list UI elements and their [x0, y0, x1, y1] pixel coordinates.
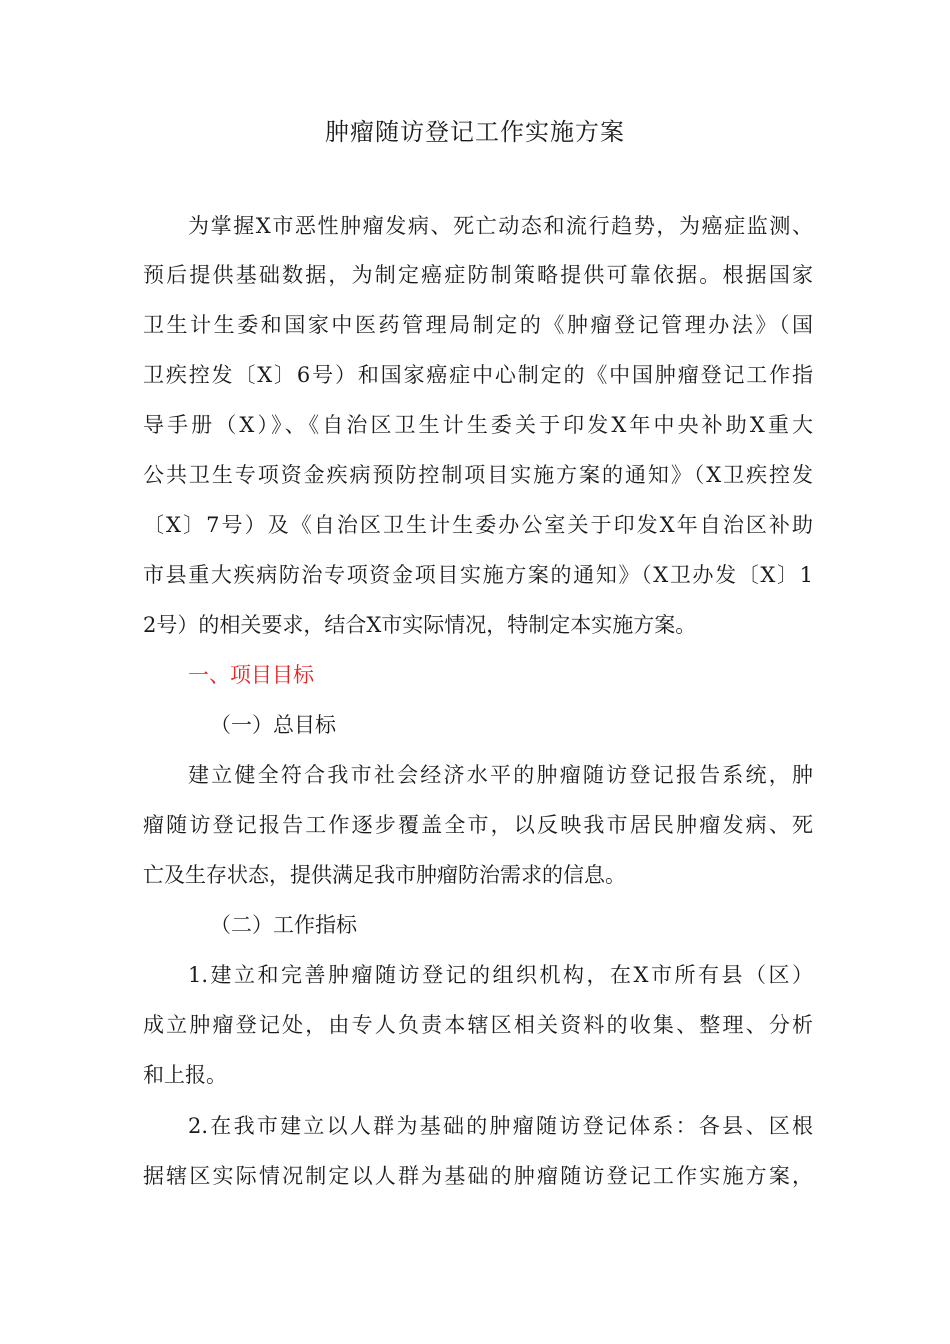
- paragraph-line: 据辖区实际情况制定以人群为基础的肿瘤随访登记工作实施方案，: [143, 1164, 813, 1188]
- paragraph-line: 2号）的相关要求，结合X市实际情况，特制定本实施方案。: [143, 613, 697, 637]
- paragraph-line: 导手册（X）》、《自治区卫生计生委关于印发X年中央补助X重大: [143, 413, 813, 437]
- paragraph-line: 卫生计生委和国家中医药管理局制定的《肿瘤登记管理办法》（国: [143, 313, 813, 337]
- paragraph-line: 2.在我市建立以人群为基础的肿瘤随访登记体系：各县、区根: [188, 1114, 813, 1138]
- paragraph-line: 公共卫生专项资金疾病预防控制项目实施方案的通知》（X卫疾控发: [143, 463, 813, 487]
- paragraph-line: 成立肿瘤登记处，由专人负责本辖区相关资料的收集、整理、分析: [143, 1013, 813, 1037]
- paragraph-line: 瘤随访登记报告工作逐步覆盖全市，以反映我市居民肿瘤发病、死: [143, 813, 813, 837]
- paragraph-line: 市县重大疾病防治专项资金项目实施方案的通知》（X卫办发〔X〕1: [143, 563, 813, 587]
- paragraph-line: 建立健全符合我市社会经济水平的肿瘤随访登记报告系统，肿: [188, 763, 813, 787]
- subsection-heading: （一）总目标: [210, 713, 336, 737]
- paragraph-line: 亡及生存状态，提供满足我市肿瘤防治需求的信息。: [143, 863, 626, 887]
- paragraph-line: 〔X〕7号）及《自治区卫生计生委办公室关于印发X年自治区补助: [143, 513, 813, 537]
- paragraph-line: 为掌握X市恶性肿瘤发病、死亡动态和流行趋势，为癌症监测、: [188, 214, 813, 238]
- document-title: 肿瘤随访登记工作实施方案: [325, 118, 625, 146]
- section-heading: 一、项目目标: [188, 663, 314, 687]
- paragraph-line: 1.建立和完善肿瘤随访登记的组织机构，在X市所有县（区）: [188, 963, 813, 987]
- subsection-heading: （二）工作指标: [210, 913, 357, 937]
- paragraph-line: 预后提供基础数据，为制定癌症防制策略提供可靠依据。根据国家: [143, 263, 813, 287]
- paragraph-line: 和上报。: [143, 1063, 227, 1087]
- paragraph-line: 卫疾控发〔X〕6号）和国家癌症中心制定的《中国肿瘤登记工作指: [143, 363, 813, 387]
